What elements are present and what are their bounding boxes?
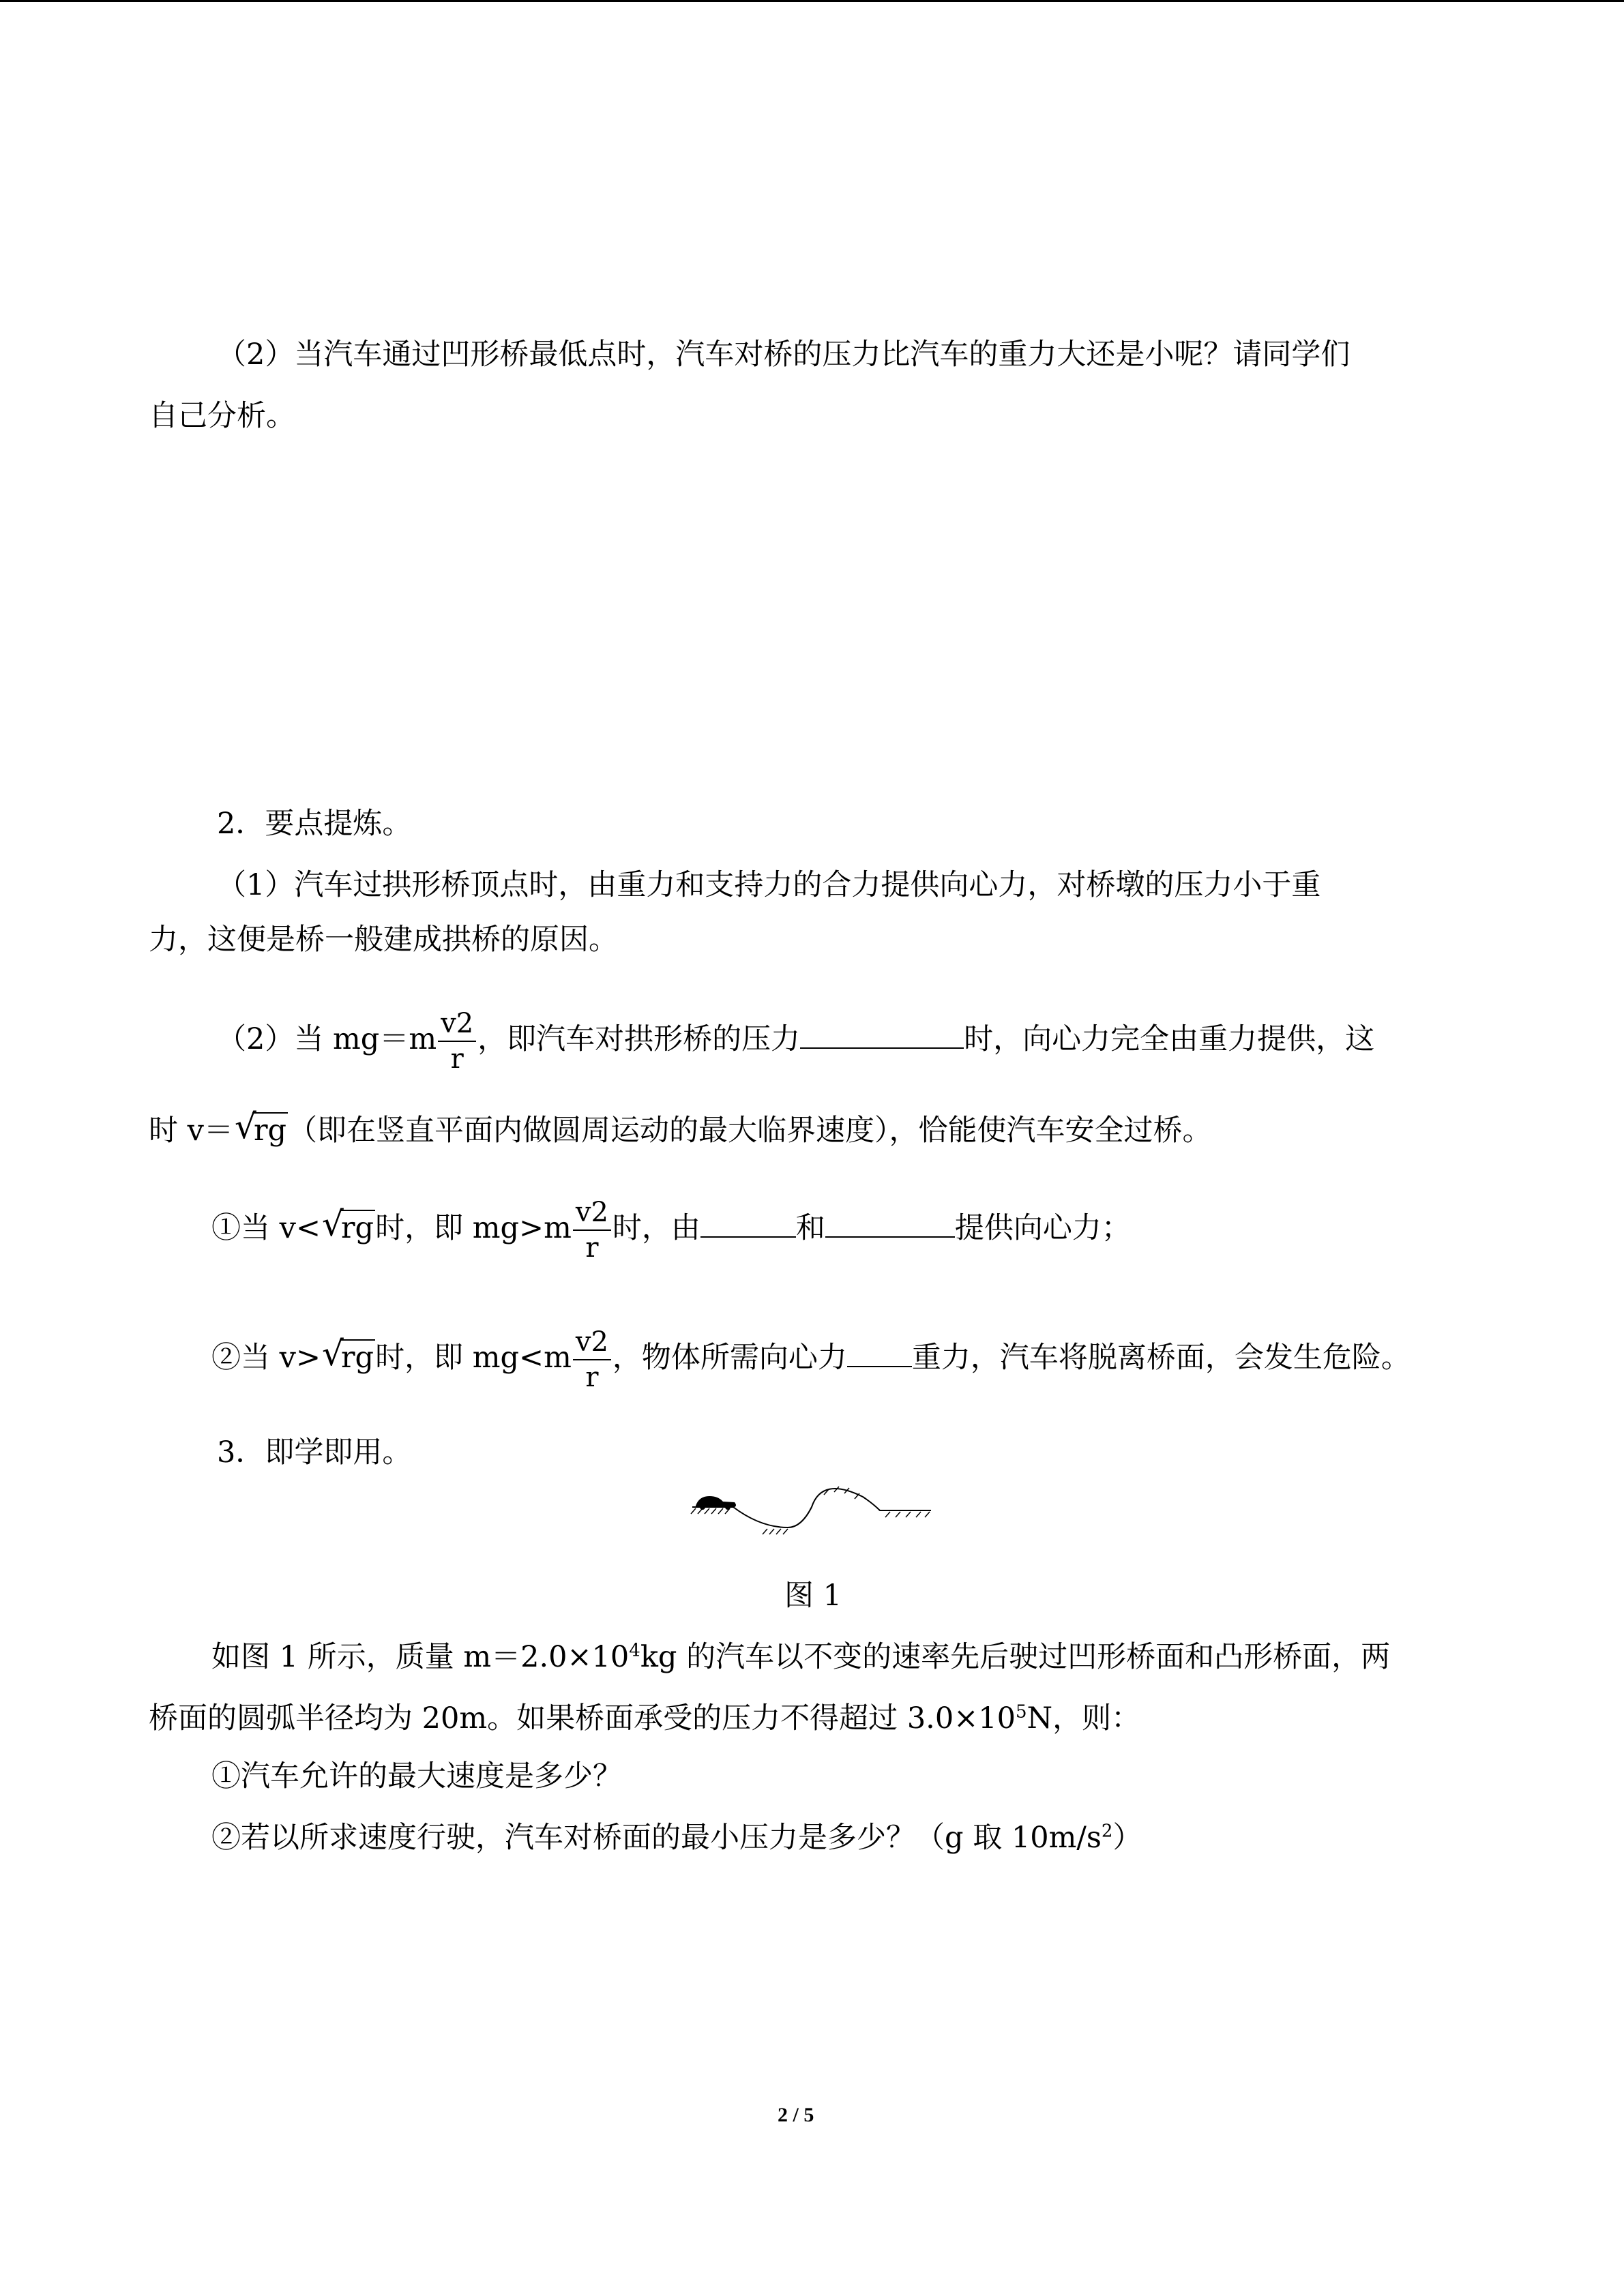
sqrt-argument: rg [253,1114,287,1148]
practice-text-line-1 [211,1637,1390,1678]
sqrt-argument: rg [341,1211,374,1245]
fraction-numerator: v2 [573,1326,611,1360]
sqrt-argument: rg [341,1341,374,1375]
practice-question-1: ①汽车允许的最大速度是多少？ [211,1759,622,1793]
fraction-numerator: v2 [438,1008,476,1042]
fraction-v2-over-r [573,1326,611,1393]
case-2-suffix: 重力，汽车将脱离桥面，会发生危险。 [911,1341,1411,1375]
key-points-heading: 2．要点提炼。 [217,807,412,841]
page-number: 2 / 5 [778,2104,814,2126]
question-2-line-2: 自己分析。 [149,399,295,433]
practice-text-line-2 [149,1698,1140,1739]
case-1-and: 和 [795,1211,825,1245]
fraction-denominator: r [585,1362,599,1393]
case-1-mid-1: 时，即 mg>m [375,1211,572,1245]
fill-blank-comparison[interactable] [847,1337,912,1367]
fraction-denominator: r [450,1043,464,1075]
figure-caption: 图 1 [784,1579,842,1613]
case-2-mid-1: 时，即 mg<m [375,1341,572,1375]
fill-blank-force-1[interactable] [700,1208,796,1238]
practice-line-2-b: N，则： [1027,1701,1141,1735]
sqrt-rg [322,1204,375,1249]
key-point-2-line-2 [149,1107,1212,1151]
practice-line-1-b: kg 的汽车以不变的速率先后驶过凹形桥面和凸形桥面，两 [640,1640,1391,1674]
fraction-v2-over-r [438,1008,476,1075]
fraction-v2-over-r [573,1197,611,1264]
key-point-1-line-2: 力，这便是桥一般建成拱桥的原因。 [149,923,618,957]
bridge-figure [685,1480,945,1541]
case-1-prefix: ①当 v< [211,1211,321,1245]
kp2-line2-suffix: （即在竖直平面内做圆周运动的最大临界速度），恰能使汽车安全过桥。 [288,1114,1212,1148]
practice-question-2-a: ②若以所求速度行驶，汽车对桥面的最小压力是多少？（g 取 10m/s [211,1821,1102,1855]
practice-line-2-a: 桥面的圆弧半径均为 20m。如果桥面承受的压力不得超过 3.0×10 [149,1701,1016,1735]
superscript-5: 5 [1015,1701,1027,1723]
sqrt-rg [322,1334,375,1378]
case-1-suffix: 提供向心力； [954,1211,1131,1245]
case-2-prefix: ②当 v> [211,1341,321,1375]
top-rule [0,0,1624,2]
radical-sign-icon: √ [322,1334,344,1373]
case-2-line [211,1326,1411,1393]
fill-blank-pressure[interactable] [800,1019,964,1049]
practice-question-2 [211,1817,1142,1858]
kp2-prefix: （2）当 mg＝m [217,1022,437,1056]
fraction-denominator: r [585,1232,599,1264]
kp2-mid: ，即汽车对拱形桥的压力 [477,1022,801,1056]
case-1-line [211,1197,1131,1264]
key-point-2-line-1 [217,1008,1374,1075]
kp2-line2-prefix: 时 v＝ [149,1114,233,1148]
radical-sign-icon: √ [234,1107,256,1146]
superscript-2: 2 [1101,1821,1113,1842]
practice-line-1-a: 如图 1 所示，质量 m＝2.0×10 [211,1640,630,1674]
superscript-4: 4 [629,1640,640,1661]
case-1-mid-2: 时，由 [612,1211,700,1245]
sqrt-rg [234,1107,288,1151]
practice-question-2-b: ） [1112,1821,1142,1855]
question-2-line-1: （2）当汽车通过凹形桥最低点时，汽车对桥的压力比汽车的重力大还是小呢？请同学们 [217,338,1350,372]
fill-blank-force-2[interactable] [825,1208,955,1238]
case-2-mid-2: ，物体所需向心力 [612,1341,847,1375]
radical-sign-icon: √ [322,1204,344,1244]
fraction-numerator: v2 [573,1197,611,1231]
kp2-suffix: 时，向心力完全由重力提供，这 [964,1022,1375,1056]
key-point-1-line-1: （1）汽车过拱形桥顶点时，由重力和支持力的合力提供向心力，对桥墩的压力小于重 [217,868,1321,902]
practice-heading: 3．即学即用。 [217,1435,412,1470]
